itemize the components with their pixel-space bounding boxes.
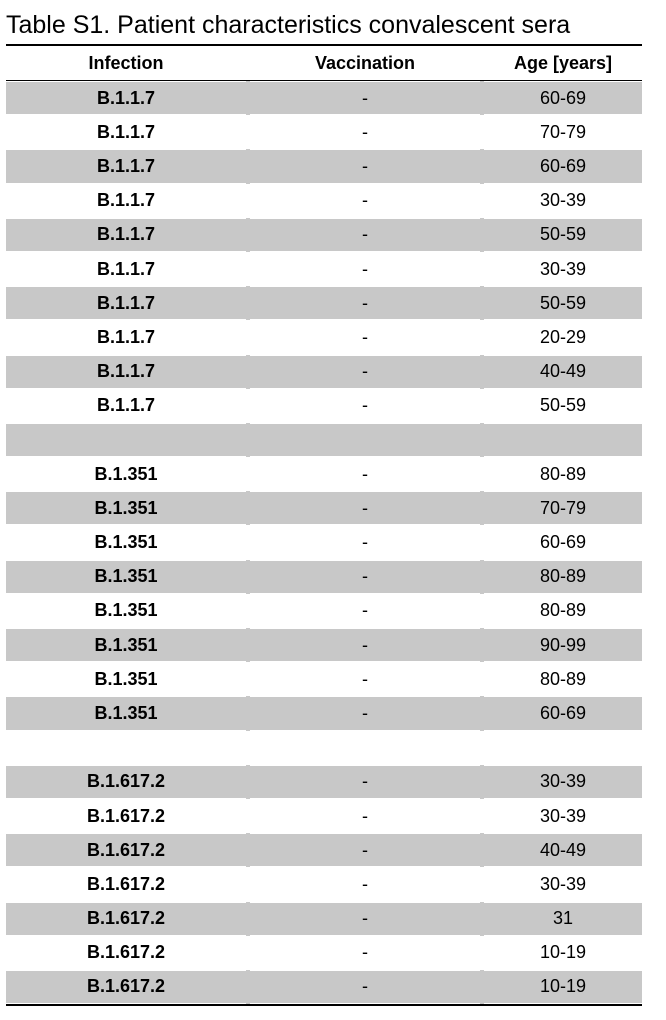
cell-vaccination: - bbox=[250, 628, 480, 662]
cell-vaccination: - bbox=[362, 942, 368, 963]
cell-vaccination bbox=[250, 731, 480, 765]
cell-age: 10-19 bbox=[484, 970, 642, 1004]
cell-age: 30-39 bbox=[539, 258, 587, 279]
table-row bbox=[6, 218, 642, 252]
table-row bbox=[6, 902, 642, 936]
cell-vaccination: - bbox=[362, 326, 368, 347]
cell-age bbox=[484, 423, 642, 457]
cell-vaccination: - bbox=[250, 833, 480, 867]
cell-vaccination: - bbox=[250, 696, 480, 730]
cell-age: 80-89 bbox=[539, 463, 587, 484]
cell-vaccination: - bbox=[250, 218, 480, 252]
table-row bbox=[6, 252, 642, 286]
table-row bbox=[6, 389, 642, 423]
cell-infection: B.1.617.2 bbox=[86, 942, 166, 963]
cell-vaccination: - bbox=[250, 286, 480, 320]
cell-infection: B.1.1.7 bbox=[6, 218, 246, 252]
table-row bbox=[6, 799, 642, 833]
cell-infection: B.1.351 bbox=[6, 696, 246, 730]
cell-age: 60-69 bbox=[484, 81, 642, 115]
table-row bbox=[6, 936, 642, 970]
table-row bbox=[6, 833, 642, 867]
table-row bbox=[6, 115, 642, 149]
cell-infection: B.1.351 bbox=[94, 600, 158, 621]
cell-vaccination: - bbox=[250, 355, 480, 389]
table-row bbox=[6, 149, 642, 183]
table-row bbox=[6, 525, 642, 559]
table-row bbox=[6, 491, 642, 525]
cell-infection: B.1.1.7 bbox=[6, 286, 246, 320]
cell-age: 30-39 bbox=[539, 805, 587, 826]
cell-infection bbox=[6, 423, 246, 457]
cell-vaccination: - bbox=[362, 121, 368, 142]
cell-vaccination: - bbox=[362, 873, 368, 894]
cell-age: 90-99 bbox=[484, 628, 642, 662]
cell-age: 30-39 bbox=[484, 765, 642, 799]
cell-infection: B.1.351 bbox=[94, 668, 158, 689]
patient-table bbox=[6, 44, 642, 1006]
cell-infection: B.1.351 bbox=[94, 532, 158, 553]
cell-vaccination: - bbox=[362, 190, 368, 211]
cell-vaccination: - bbox=[362, 463, 368, 484]
cell-vaccination: - bbox=[362, 258, 368, 279]
table-bottom-rule bbox=[6, 1004, 642, 1006]
cell-infection: B.1.1.7 bbox=[96, 121, 156, 142]
cell-infection: B.1.351 bbox=[6, 560, 246, 594]
cell-infection: B.1.617.2 bbox=[6, 833, 246, 867]
cell-infection: B.1.1.7 bbox=[6, 149, 246, 183]
cell-age: 30-39 bbox=[539, 190, 587, 211]
cell-infection: B.1.617.2 bbox=[6, 970, 246, 1004]
cell-vaccination: - bbox=[362, 600, 368, 621]
cell-age: 60-69 bbox=[484, 149, 642, 183]
table-body bbox=[6, 81, 642, 1004]
table-row bbox=[6, 457, 642, 491]
cell-age: 70-79 bbox=[484, 491, 642, 525]
cell-vaccination: - bbox=[250, 902, 480, 936]
cell-infection bbox=[6, 731, 246, 765]
header-vaccination: Vaccination bbox=[314, 52, 416, 73]
cell-vaccination: - bbox=[362, 395, 368, 416]
cell-vaccination: - bbox=[250, 560, 480, 594]
cell-infection: B.1.351 bbox=[6, 491, 246, 525]
table-row bbox=[6, 867, 642, 901]
cell-infection: B.1.351 bbox=[6, 628, 246, 662]
table-title: Table S1. Patient characteristics convalescent sera bbox=[6, 11, 571, 39]
cell-vaccination: - bbox=[250, 970, 480, 1004]
table-row bbox=[6, 184, 642, 218]
cell-infection: B.1.1.7 bbox=[96, 258, 156, 279]
cell-age: 70-79 bbox=[539, 121, 587, 142]
cell-age: 20-29 bbox=[539, 326, 587, 347]
table-row bbox=[6, 81, 642, 115]
cell-infection: B.1.1.7 bbox=[96, 395, 156, 416]
cell-infection: B.1.617.2 bbox=[86, 805, 166, 826]
cell-infection: B.1.351 bbox=[94, 463, 158, 484]
header-infection: Infection bbox=[88, 52, 164, 73]
cell-infection: B.1.1.7 bbox=[6, 355, 246, 389]
table-header-row bbox=[6, 46, 642, 80]
cell-age: 60-69 bbox=[484, 696, 642, 730]
cell-age: 50-59 bbox=[539, 395, 587, 416]
cell-age: 40-49 bbox=[484, 355, 642, 389]
cell-age: 50-59 bbox=[484, 218, 642, 252]
cell-vaccination: - bbox=[250, 491, 480, 525]
table-row bbox=[6, 696, 642, 730]
cell-vaccination: - bbox=[362, 532, 368, 553]
table-row bbox=[6, 765, 642, 799]
cell-vaccination: - bbox=[362, 668, 368, 689]
cell-infection: B.1.1.7 bbox=[96, 190, 156, 211]
cell-vaccination bbox=[250, 423, 480, 457]
cell-infection: B.1.617.2 bbox=[6, 765, 246, 799]
cell-infection: B.1.617.2 bbox=[6, 902, 246, 936]
table-row bbox=[6, 355, 642, 389]
table-row bbox=[6, 628, 642, 662]
cell-vaccination: - bbox=[250, 81, 480, 115]
cell-age bbox=[484, 731, 642, 765]
table-row bbox=[6, 320, 642, 354]
cell-age: 31 bbox=[484, 902, 642, 936]
cell-age: 80-89 bbox=[484, 560, 642, 594]
table-row bbox=[6, 560, 642, 594]
cell-age: 30-39 bbox=[539, 873, 587, 894]
cell-age: 50-59 bbox=[484, 286, 642, 320]
table-row bbox=[6, 662, 642, 696]
table-row bbox=[6, 286, 642, 320]
cell-vaccination: - bbox=[250, 149, 480, 183]
cell-age: 80-89 bbox=[539, 668, 587, 689]
cell-vaccination: - bbox=[362, 805, 368, 826]
cell-age: 80-89 bbox=[539, 600, 587, 621]
cell-age: 40-49 bbox=[484, 833, 642, 867]
cell-infection: B.1.1.7 bbox=[96, 326, 156, 347]
cell-age: 10-19 bbox=[539, 942, 587, 963]
table-row bbox=[6, 423, 642, 457]
cell-age: 60-69 bbox=[539, 532, 587, 553]
cell-vaccination: - bbox=[250, 765, 480, 799]
table-row bbox=[6, 594, 642, 628]
cell-infection: B.1.617.2 bbox=[86, 873, 166, 894]
cell-infection: B.1.1.7 bbox=[6, 81, 246, 115]
table-row bbox=[6, 970, 642, 1004]
table-row bbox=[6, 731, 642, 765]
header-age: Age [years] bbox=[513, 52, 613, 73]
